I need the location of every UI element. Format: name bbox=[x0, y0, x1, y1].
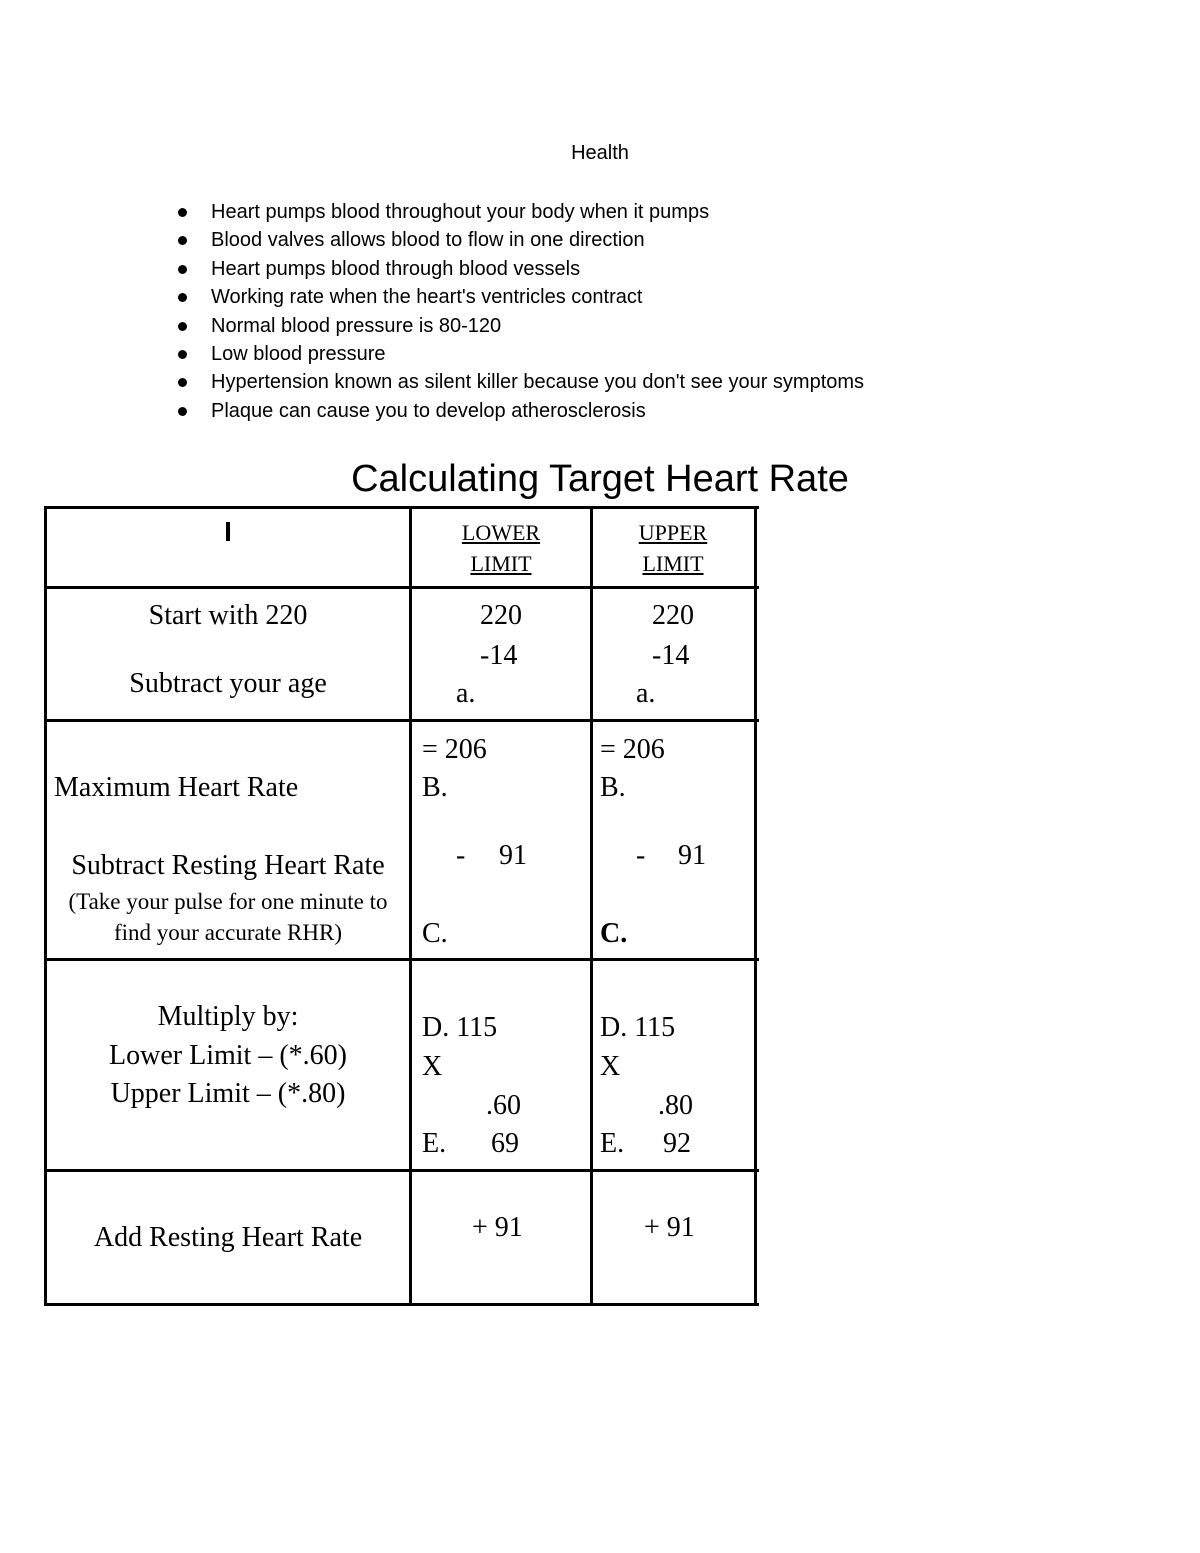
upper-step-b: B. bbox=[600, 772, 626, 803]
lower-step-d: D. 115 bbox=[422, 1012, 498, 1043]
notes-list bbox=[176, 198, 864, 425]
label-subtract-resting: Subtract Resting Heart Rate bbox=[71, 850, 385, 881]
lower-max-heart-rate: = 206 bbox=[422, 734, 487, 765]
upper-step-a: a. bbox=[636, 678, 656, 709]
bullet-icon bbox=[178, 208, 187, 217]
table-border-top bbox=[44, 506, 759, 509]
upper-resting-rate: 91 bbox=[678, 840, 706, 871]
bullet-icon bbox=[178, 236, 187, 245]
upper-factor-value: .80 bbox=[658, 1090, 693, 1121]
label-multiply-by: Multiply by: bbox=[157, 1001, 299, 1032]
lower-step-a: a. bbox=[456, 678, 476, 709]
lower-resting-rate: 91 bbox=[499, 840, 527, 871]
bullet-icon bbox=[178, 293, 187, 302]
lower-factor-value: .60 bbox=[486, 1090, 521, 1121]
list-item: Hypertension known as silent killer because you don't see your symptoms bbox=[176, 368, 864, 396]
document-title: Health bbox=[571, 142, 629, 164]
pulse-note: find your accurate RHR) bbox=[113, 920, 342, 945]
upper-max-heart-rate: = 206 bbox=[600, 734, 665, 765]
upper-multiply-sign: X bbox=[600, 1051, 621, 1082]
bullet-icon bbox=[178, 378, 187, 387]
section-title: Calculating Target Heart Rate bbox=[351, 458, 849, 500]
header-lower-limit: LOWER bbox=[461, 520, 541, 545]
bullet-icon bbox=[178, 265, 187, 274]
label-start-220: Start with 220 bbox=[148, 600, 308, 631]
lower-step-c: C. bbox=[422, 918, 448, 949]
label-add-resting: Add Resting Heart Rate bbox=[93, 1222, 363, 1253]
header-upper-limit: UPPER bbox=[638, 520, 708, 545]
label-maximum-heart-rate: Maximum Heart Rate bbox=[54, 772, 299, 803]
lower-step-e: E. bbox=[422, 1128, 447, 1159]
upper-step-e: E. bbox=[600, 1128, 625, 1159]
upper-add-resting: + 91 bbox=[644, 1212, 695, 1243]
table-divider bbox=[44, 1169, 759, 1172]
upper-result-value: 92 bbox=[663, 1128, 691, 1159]
lower-minus-sign: - bbox=[456, 840, 466, 871]
pulse-note: (Take your pulse for one minute to bbox=[68, 889, 388, 914]
list-item: Blood valves allows blood to flow in one direction bbox=[176, 226, 864, 254]
lower-multiply-sign: X bbox=[422, 1051, 443, 1082]
list-item: Heart pumps blood through blood vessels bbox=[176, 255, 864, 283]
bullet-icon bbox=[178, 322, 187, 331]
lower-start-value: 220 bbox=[480, 600, 522, 631]
table-divider bbox=[590, 506, 593, 1306]
upper-minus-sign: - bbox=[636, 840, 646, 871]
upper-step-d: D. 115 bbox=[600, 1012, 676, 1043]
table-divider bbox=[44, 719, 759, 722]
header-lower-limit: LIMIT bbox=[470, 551, 532, 576]
list-item: Low blood pressure bbox=[176, 340, 864, 368]
upper-step-c: C. bbox=[600, 918, 628, 949]
lower-result-value: 69 bbox=[491, 1128, 519, 1159]
lower-age-value: -14 bbox=[480, 640, 518, 671]
lower-add-resting: + 91 bbox=[472, 1212, 523, 1243]
table-divider bbox=[44, 586, 759, 589]
label-subtract-age: Subtract your age bbox=[129, 668, 327, 699]
label-upper-factor: Upper Limit – (*.80) bbox=[110, 1078, 346, 1109]
list-item: Plaque can cause you to develop atherosclerosis bbox=[176, 397, 864, 425]
list-item: Heart pumps blood throughout your body when it pumps bbox=[176, 198, 864, 226]
lower-step-b: B. bbox=[422, 772, 448, 803]
heart-rate-table bbox=[44, 506, 759, 1306]
bullet-icon bbox=[178, 350, 187, 359]
header-upper-limit: LIMIT bbox=[642, 551, 704, 576]
table-divider bbox=[44, 958, 759, 961]
bullet-icon bbox=[178, 407, 187, 416]
table-border-bottom bbox=[44, 1303, 759, 1306]
label-lower-factor: Lower Limit – (*.60) bbox=[109, 1040, 347, 1071]
table-border-right bbox=[754, 506, 757, 1306]
list-item: Normal blood pressure is 80-120 bbox=[176, 312, 864, 340]
list-item: Working rate when the heart's ventricles contract bbox=[176, 283, 864, 311]
upper-age-value: -14 bbox=[652, 640, 690, 671]
header-corner-mark: I bbox=[224, 516, 232, 547]
upper-start-value: 220 bbox=[652, 600, 694, 631]
